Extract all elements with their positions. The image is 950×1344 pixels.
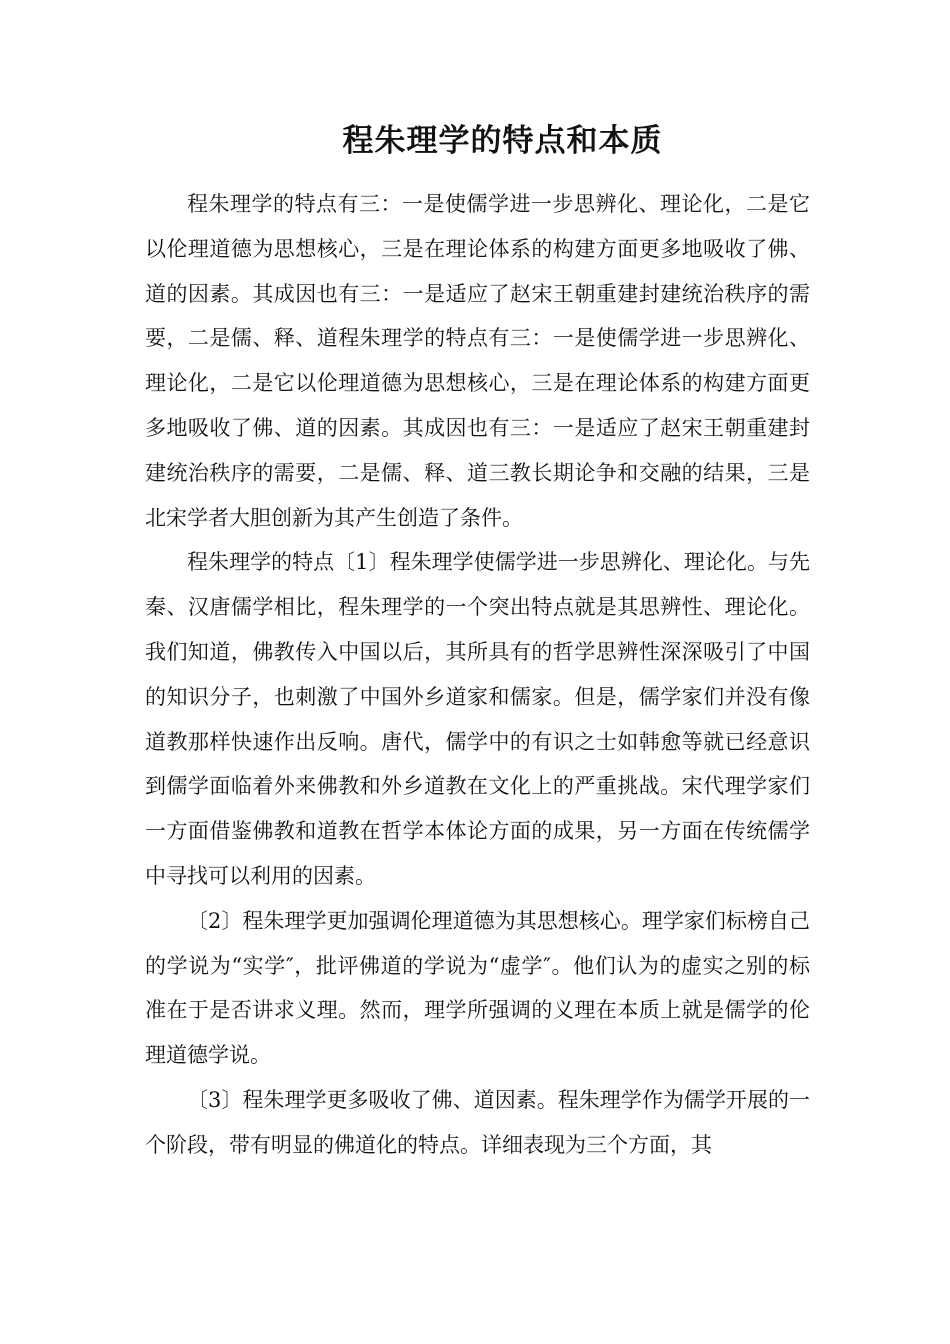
paragraph-4: 〔3〕程朱理学更多吸收了佛、道因素。程朱理学作为儒学开展的一个阶段，带有明显的佛道化的特点。详细表现为三个方面，其 [145,1087,810,1157]
paragraph-1: 程朱理学的特点有三：一是使儒学进一步思辨化、理论化，二是它以伦理道德为思想核心，三是在理论体系的构建方面更多地吸收了佛、道的因素。其成因也有三：一是适应了赵宋王朝重建封建统治秩序的需要，二是儒、释、道程朱理学的特点有三：一是使儒学进一步思辨化、理论化，二是它以伦理道德为思想核心，三是在理论体系的构建方面更多地吸收了佛、道的因素。其成因也有三：一是适应了赵宋王朝重建封建统治秩序的需要，二是儒、释、道三教长期论争和交融的结果，三是北宋学者大胆创新为其产生创造了条件。 [145,192,810,530]
document-body [145,182,810,1168]
document-title: 程朱理学的特点和本质 [342,123,663,159]
paragraph-3: 〔2〕程朱理学更加强调伦理道德为其思想核心。理学家们标榜自己的学说为“实学″，批评佛道的学说为“虚学″。他们认为的虚实之别的标准在于是否讲求义理。然而，理学所强调的义理在本质上就是儒学的伦理道德学说。 [145,908,810,1068]
paragraph-2: 程朱理学的特点〔1〕程朱理学使儒学进一步思辨化、理论化。与先秦、汉唐儒学相比，程朱理学的一个突出特点就是其思辨性、理论化。我们知道，佛教传入中国以后，其所具有的哲学思辨性深深吸引了中国的知识分子，也刺激了中国外乡道家和儒家。但是，儒学家们并没有像道教那样快速作出反响。唐代，儒学中的有识之士如韩愈等就已经意识到儒学面临着外来佛教和外乡道教在文化上的严重挑战。宋代理学家们一方面借鉴佛教和道教在哲学本体论方面的成果，另一方面在传统儒学中寻找可以利用的因素。 [145,550,810,888]
